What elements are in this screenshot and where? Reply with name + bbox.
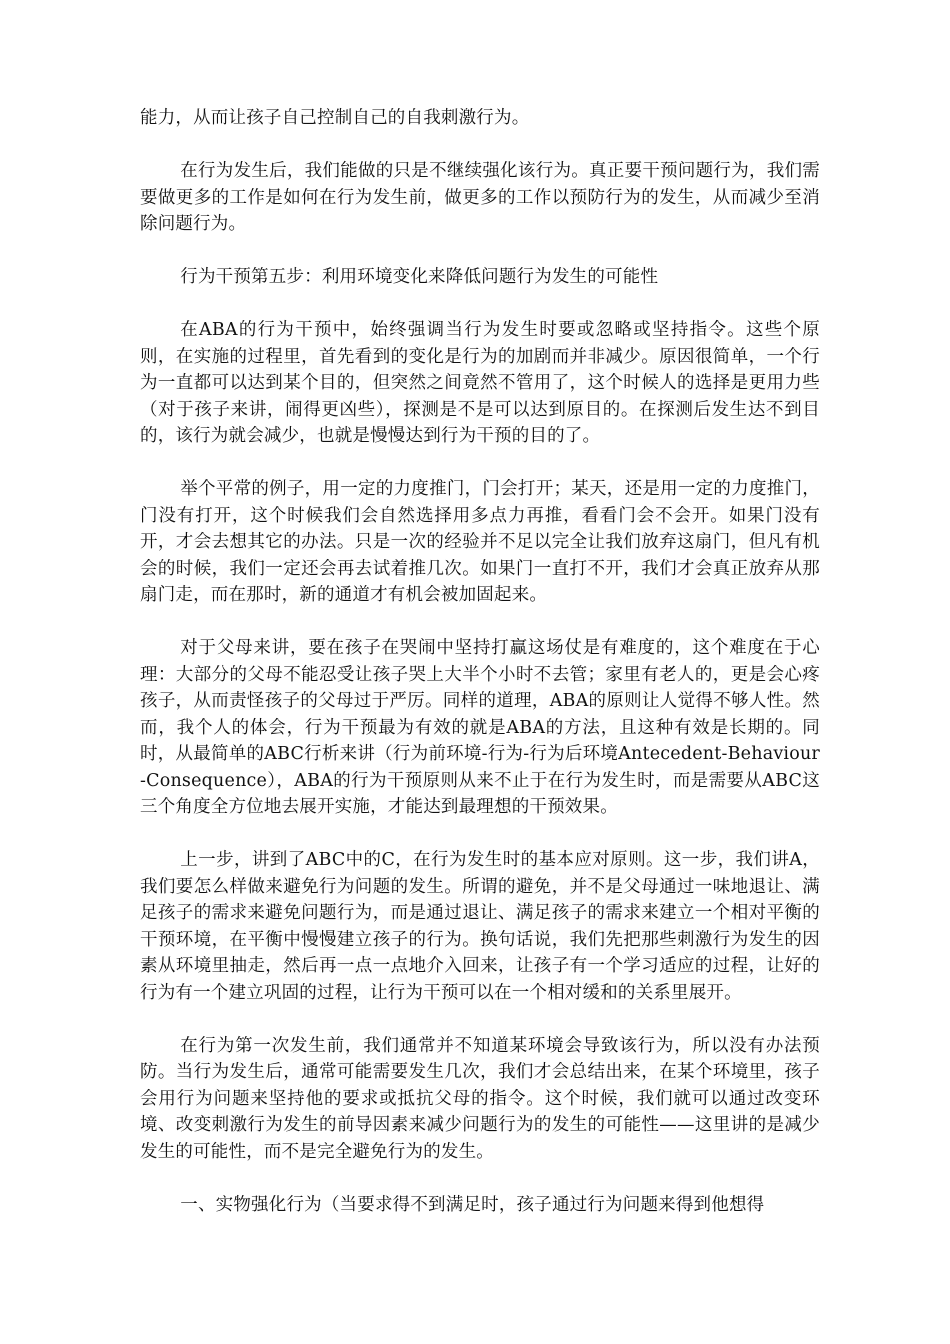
paragraph-aba-principle: 在ABA的行为干预中，始终强调当行为发生时要或忽略或坚持指令。这些个原则，在实施的过程里，首先看到的变化是行为的加剧而并非减少。原因很简单，一个行为一直都可以达到某个目的，但突然之间竟然不管用了，这个时候人的选择是更用力些（对于孩子来讲，闹得更凶些），探测是不是可以达到原目的。在探测后发生达不到目的，该行为就会减少，也就是慢慢达到行为干预的目的了。 bbox=[140, 320, 820, 446]
section-heading-step-five: 行为干预第五步：利用环境变化来降低问题行为发生的可能性 bbox=[180, 267, 659, 287]
paragraph-continuation: 能力，从而让孩子自己控制自己的自我刺激行为。 bbox=[140, 108, 530, 128]
document-page bbox=[140, 105, 820, 1245]
paragraph-parents-difficulty: 对于父母来讲，要在孩子在哭闹中坚持打赢这场仗是有难度的，这个难度在于心理：大部分的父母不能忍受让孩子哭上大半个小时不去管；家里有老人的，更是会心疼孩子，从而责怪孩子的父母过于严厉。同样的道理，ABA的原则让人觉得不够人性。然而，我个人的体会，行为干预最为有效的就是ABA的方法，且这种有效是长期的。同时，从最简单的ABC行析来讲（行为前环境-行为-行为后环境Antecedent-Behaviour-Consequence），ABA的行为干预原则从来不止于在行为发生时，而是需要从ABC这三个角度全方位地去展开实施，才能达到最理想的干预效果。 bbox=[140, 638, 820, 817]
paragraph-door-example: 举个平常的例子，用一定的力度推门，门会打开；某天，还是用一定的力度推门，门没有打开，这个时候我们会自然选择用多点力再推，看看门会不会开。如果门没有开，才会去想其它的办法。只是一次的经验并不足以完全让我们放弃这扇门，但凡有机会的时候，我们一定还会再去试着推几次。如果门一直打不开，我们才会真正放弃从那扇门走，而在那时，新的通道才有机会被加固起来。 bbox=[140, 479, 820, 605]
paragraph-first-occurrence: 在行为第一次发生前，我们通常并不知道某环境会导致该行为，所以没有办法预防。当行为发生后，通常可能需要发生几次，我们才会总结出来，在某个环境里，孩子会用行为问题来坚持他的要求或抵抗父母的指令。这个时候，我们就可以通过改变环境、改变刺激行为发生的前导因素来减少问题行为的发生的可能性——这里讲的是减少发生的可能性，而不是完全避免行为的发生。 bbox=[140, 1035, 820, 1162]
paragraph-item-one: 一、实物强化行为（当要求得不到满足时，孩子通过行为问题来得到他想得 bbox=[180, 1194, 765, 1215]
paragraph-prevention: 在行为发生后，我们能做的只是不继续强化该行为。真正要干预问题行为，我们需要做更多的工作是如何在行为发生前，做更多的工作以预防行为的发生，从而减少至消除问题行为。 bbox=[140, 161, 820, 234]
paragraph-abc-antecedent: 上一步，讲到了ABC中的C，在行为发生时的基本应对原则。这一步，我们讲A，我们要怎么样做来避免行为问题的发生。所谓的避免，并不是父母通过一味地退让、满足孩子的需求来避免问题行为，而是通过退让、满足孩子的需求来建立一个相对平衡的干预环境，在平衡中慢慢建立孩子的行为。换句话说，我们先把那些刺激行为发生的因素从环境里抽走，然后再一点一点地介入回来，让孩子有一个学习适应的过程，让好的行为有一个建立巩固的过程，让行为干预可以在一个相对缓和的关系里展开。 bbox=[140, 850, 820, 1003]
